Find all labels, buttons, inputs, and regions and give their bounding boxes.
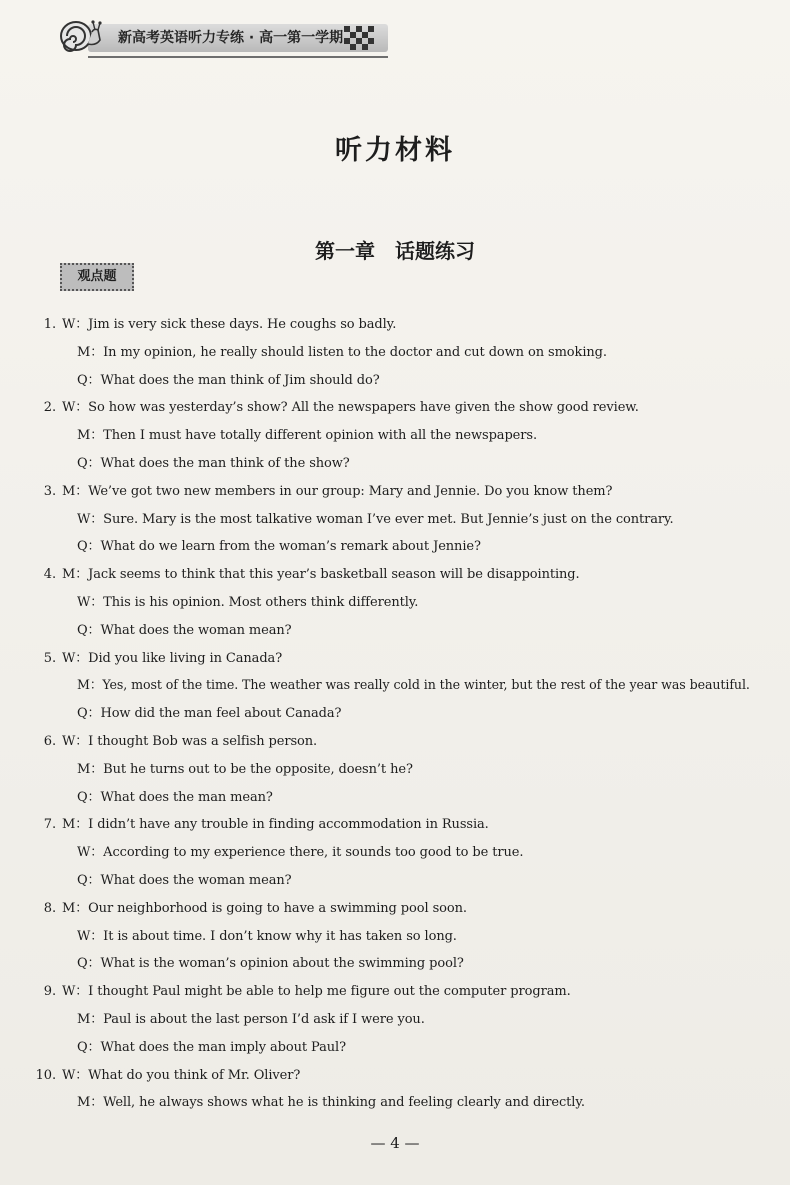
dialog-text: Our neighborhood is going to have a swimming pool soon. <box>88 900 467 916</box>
speaker-label: W： <box>77 595 104 610</box>
speaker-label: Q： <box>77 622 101 638</box>
speaker-label: Q： <box>77 789 101 805</box>
dialog-text: What does the man think of the show? <box>100 456 350 471</box>
speaker-label: W： <box>77 928 104 944</box>
dialog-text: How did the man feel about Canada? <box>100 706 342 722</box>
speaker-label: M： <box>77 428 104 444</box>
dialog-line <box>77 1091 585 1110</box>
speaker-label: M： <box>77 1012 104 1027</box>
question-item <box>34 1064 300 1083</box>
speaker-label: W： <box>77 845 104 861</box>
question-item <box>34 563 580 582</box>
speaker-label: M： <box>77 678 103 694</box>
dialog-line <box>77 535 481 554</box>
dialog-line <box>77 1008 425 1027</box>
dialog-text: Paul is about the last person I’d ask if I were you. <box>103 1012 425 1027</box>
dialog-text: Well, he always shows what he is thinking and feeling clearly and directly. <box>103 1095 585 1111</box>
item-number: 9. <box>43 984 56 1000</box>
speaker-label: Q： <box>77 1039 101 1055</box>
snail-icon <box>58 18 102 54</box>
header-title: 新高考英语听力专练 · 高一第一学期 <box>118 30 344 46</box>
dialog-line <box>77 702 341 721</box>
dialog-text: Sure. Mary is the most talkative woman I’ve ever met. But Jennie’s just on the contrary. <box>103 511 674 527</box>
dialog-text: What does the man imply about Paul? <box>100 1039 346 1055</box>
dialog-text: What is the woman’s opinion about the swimming pool? <box>100 956 464 972</box>
speaker-label: W： <box>62 1067 89 1083</box>
speaker-label: W： <box>62 317 89 332</box>
dialog-line <box>77 758 413 777</box>
dialog-text: What does the woman mean? <box>100 622 292 638</box>
dialog-line <box>77 869 292 888</box>
dialog-line <box>77 1036 346 1055</box>
speaker-label: W： <box>62 400 89 416</box>
dialog-text: What do you think of Mr. Oliver? <box>88 1067 301 1083</box>
dialog-text: What do we learn from the woman’s remark about Jennie? <box>100 539 481 555</box>
chapter-heading: 第一章 话题练习 <box>315 239 475 263</box>
dialog-text: We’ve got two new members in our group: Mary and Jennie. Do you know them? <box>88 483 613 499</box>
question-item <box>34 396 639 415</box>
dialog-text: This is his opinion. Most others think differently. <box>103 595 419 610</box>
dialog-text: What does the man think of Jim should do? <box>100 372 380 388</box>
question-item <box>34 897 467 916</box>
question-item <box>34 980 571 999</box>
question-item <box>34 647 282 666</box>
dialog-line <box>77 369 380 388</box>
question-item <box>34 730 317 749</box>
speaker-label: M： <box>62 900 89 916</box>
dialog-text: Then I must have totally different opinion with all the newspapers. <box>103 428 537 444</box>
dialog-line <box>77 508 674 527</box>
item-number: 10. <box>35 1067 56 1083</box>
question-item <box>34 313 396 332</box>
running-header <box>58 16 388 58</box>
item-number: 5. <box>43 650 56 666</box>
dialog-line <box>77 786 273 805</box>
dialog-text: Did you like living in Canada? <box>88 650 283 666</box>
speaker-label: W： <box>62 734 89 749</box>
dialog-text: It is about time. I don’t know why it has taken so long. <box>103 928 457 944</box>
speaker-label: Q： <box>77 706 101 722</box>
dialog-line <box>77 591 418 610</box>
dialog-text: I thought Paul might be able to help me figure out the computer program. <box>88 984 571 1000</box>
dialog-line <box>77 341 607 360</box>
speaker-label: M： <box>62 483 89 499</box>
dialog-text: Jim is very sick these days. He coughs so badly. <box>88 317 397 332</box>
item-number: 8. <box>43 900 56 916</box>
speaker-label: Q： <box>77 873 101 888</box>
dialog-text: In my opinion, he really should listen to the doctor and cut down on smoking. <box>103 344 607 360</box>
speaker-label: M： <box>77 344 104 360</box>
speaker-label: M： <box>62 567 89 583</box>
item-number: 7. <box>43 817 56 833</box>
dialog-text: I thought Bob was a selfish person. <box>88 734 318 749</box>
dialog-line <box>77 925 457 944</box>
dialog-text: But he turns out to be the opposite, doesn’t he? <box>103 761 413 777</box>
page-title: 听力材料 <box>335 135 455 166</box>
dialog-line <box>77 619 292 638</box>
item-number: 6. <box>43 734 56 749</box>
speaker-label: Q： <box>77 372 101 388</box>
item-number: 1. <box>43 317 56 332</box>
speaker-label: M： <box>77 1095 104 1111</box>
item-number: 3. <box>43 483 56 499</box>
item-number: 2. <box>43 400 56 416</box>
header-rule <box>88 56 388 58</box>
dialog-text: What does the man mean? <box>100 789 273 805</box>
section-tag: 观点题 <box>60 263 134 291</box>
speaker-label: Q： <box>77 956 101 972</box>
item-number: 4. <box>43 567 56 583</box>
speaker-label: Q： <box>77 539 101 555</box>
speaker-label: W： <box>62 650 89 666</box>
dialog-text: What does the woman mean? <box>100 873 292 888</box>
speaker-label: M： <box>77 761 104 777</box>
dialog-text: So how was yesterday’s show? All the newspapers have given the show good review. <box>88 400 639 416</box>
dialog-text: I didn’t have any trouble in finding accommodation in Russia. <box>88 817 489 833</box>
speaker-label: W： <box>62 984 89 1000</box>
dialog-text: Jack seems to think that this year’s basketball season will be disappointing. <box>88 567 580 583</box>
dialog-line <box>77 452 350 471</box>
checker-pattern-icon <box>344 26 374 50</box>
speaker-label: M： <box>62 817 89 833</box>
dialog-line <box>77 424 537 443</box>
dialog-text: Yes, most of the time. The weather was really cold in the winter, but the rest of the year was beautiful. <box>102 678 750 694</box>
speaker-label: W： <box>77 511 104 527</box>
page-number: — 4 — <box>370 1134 420 1152</box>
question-item <box>34 813 489 832</box>
question-item <box>34 480 612 499</box>
dialog-text: According to my experience there, it sounds too good to be true. <box>103 845 524 861</box>
dialog-line <box>77 674 750 693</box>
speaker-label: Q： <box>77 456 101 471</box>
dialog-line <box>77 952 464 971</box>
dialog-line <box>77 841 523 860</box>
